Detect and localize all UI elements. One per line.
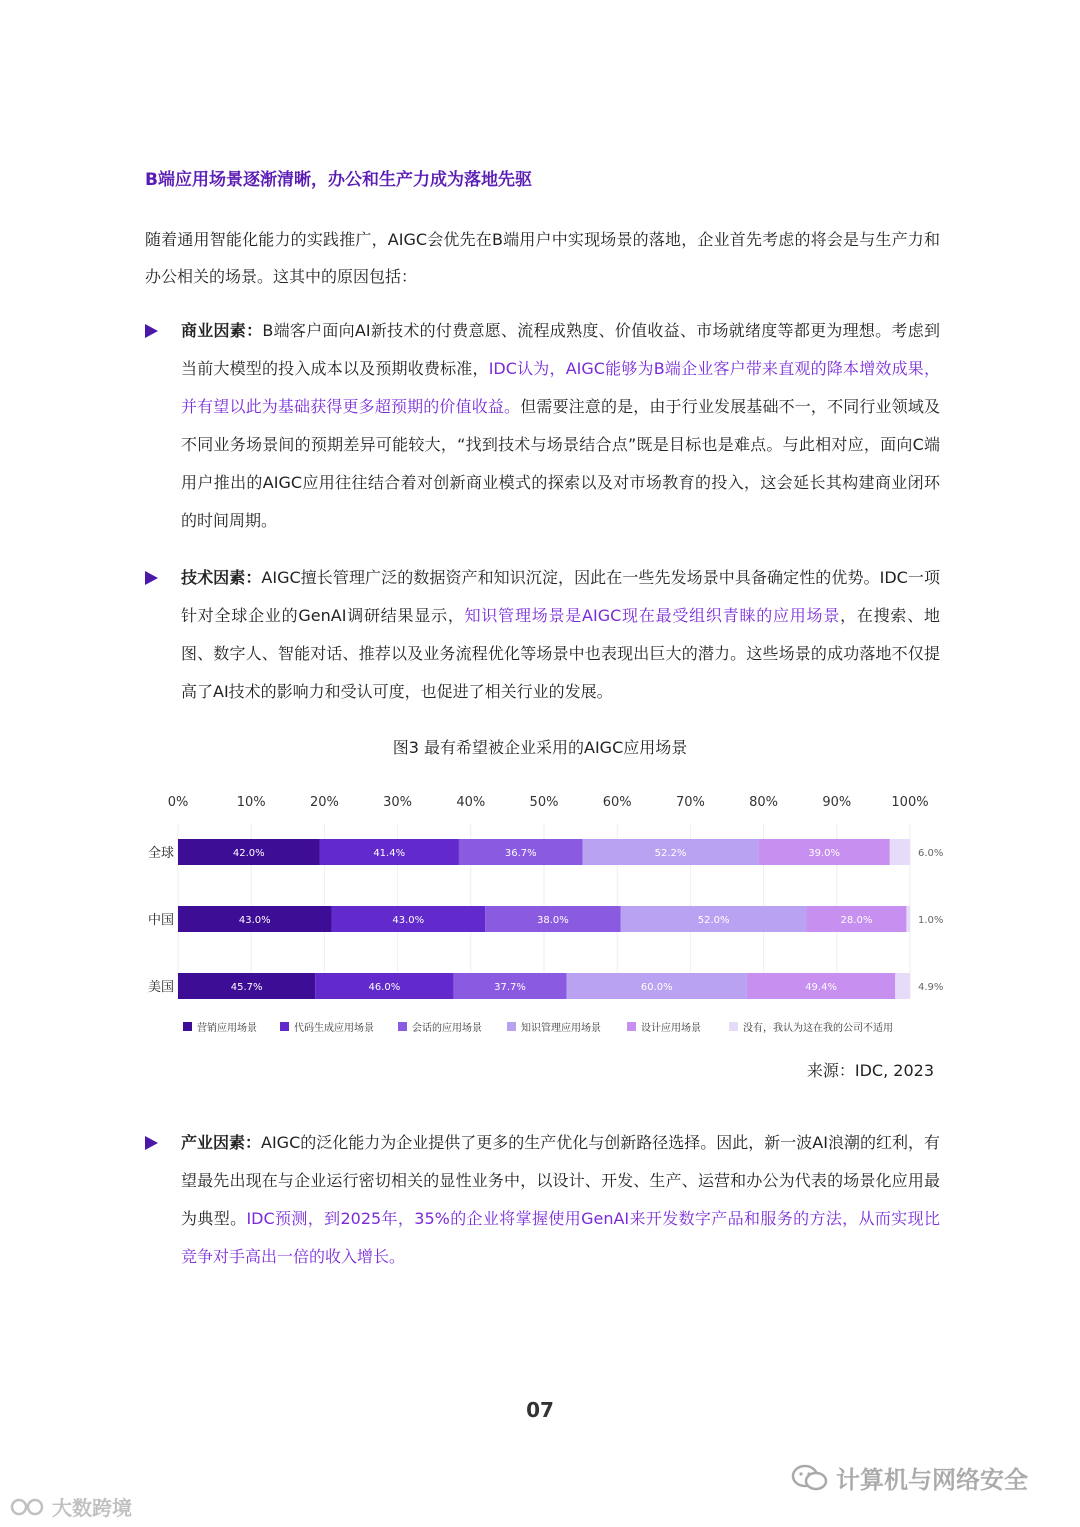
bullet-highlight: IDC预测，到2025年，35%的企业将掌握使用GenAI来开发数字产品和服务的方法，从而实现比竞争对手高出一倍的收入增长。 xyxy=(181,1209,940,1266)
triangle-bullet-icon xyxy=(145,324,158,338)
bar-segment xyxy=(895,973,910,999)
bar-segment xyxy=(906,906,910,932)
bullet-body: AIGC的泛化能力为企业提供了更多的生产优化与创新路径选择。因此，新一波AI浪潮的红利，有望最先出现在与企业运行密切相关的显性业务中，以设计、开发、生产、运营和办公为代表的场景化应用最为典型。 xyxy=(181,1133,940,1228)
legend-swatch xyxy=(729,1022,738,1031)
legend-swatch xyxy=(507,1022,516,1031)
bullet-business-factor xyxy=(145,312,940,540)
bullet-text xyxy=(181,1124,940,1276)
x-tick-label: 90% xyxy=(822,795,852,810)
bar-value-label: 46.0% xyxy=(368,982,401,993)
bar-segment xyxy=(890,839,910,865)
watermark-wechat xyxy=(790,1460,1028,1495)
bullet-text xyxy=(181,312,940,540)
chart-figure xyxy=(140,732,944,1082)
category-label: 中国 xyxy=(147,913,174,928)
x-tick-label: 20% xyxy=(309,795,339,810)
bullet-technology-factor xyxy=(145,559,940,711)
legend-label: 会话的应用场景 xyxy=(412,1023,482,1034)
x-tick-label: 80% xyxy=(749,795,779,810)
bar-value-label: 28.0% xyxy=(840,915,873,926)
bar-value-label: 4.9% xyxy=(918,982,944,993)
x-tick-label: 60% xyxy=(602,795,632,810)
bar-value-label: 38.0% xyxy=(537,915,569,926)
bar-value-label: 6.0% xyxy=(918,848,944,859)
triangle-bullet-icon xyxy=(145,571,158,585)
legend-swatch xyxy=(280,1022,289,1031)
bar-value-label: 45.7% xyxy=(230,982,263,993)
bullet-body: AIGC擅长管理广泛的数据资产和知识沉淀，因此在一些先发场景中具备确定性的优势。IDC一项针对全球企业的GenAI调研结果显示， xyxy=(181,568,940,625)
bullet-industry-factor xyxy=(145,1124,940,1276)
legend-label: 代码生成应用场景 xyxy=(294,1023,374,1034)
bar-value-label: 41.4% xyxy=(373,848,406,859)
bar-value-label: 43.0% xyxy=(392,915,425,926)
x-tick-label: 70% xyxy=(675,795,705,810)
watermark-text: 计算机与网络安全 xyxy=(836,1466,1028,1494)
x-tick-label: 30% xyxy=(383,795,413,810)
bar-value-label: 49.4% xyxy=(805,982,837,993)
wechat-logo-icon xyxy=(790,1463,830,1493)
bar-value-label: 36.7% xyxy=(504,848,537,859)
bar-value-label: 52.2% xyxy=(654,848,687,859)
legend-swatch xyxy=(627,1022,636,1031)
category-label: 全球 xyxy=(147,846,174,861)
category-label: 美国 xyxy=(147,980,174,995)
x-tick-label: 40% xyxy=(456,795,486,810)
bar-value-label: 43.0% xyxy=(238,915,271,926)
section-heading: B端应用场景逐渐清晰，办公和生产力成为落地先驱 xyxy=(145,170,532,190)
x-tick-label: 0% xyxy=(167,795,189,810)
x-tick-label: 100% xyxy=(891,795,929,810)
brand-logo-icon xyxy=(10,1495,46,1519)
source-note: 来源：IDC, 2023 xyxy=(806,1061,934,1080)
legend-label: 营销应用场景 xyxy=(197,1023,257,1034)
legend-swatch xyxy=(398,1022,407,1031)
chart-title: 图3 最有希望被企业采用的AIGC应用场景 xyxy=(392,738,688,757)
triangle-bullet-icon xyxy=(145,1136,158,1150)
legend-label: 知识管理应用场景 xyxy=(521,1023,601,1034)
bullet-title: 产业因素： xyxy=(181,1133,262,1152)
page-number: 07 xyxy=(526,1398,554,1422)
intro-paragraph: 随着通用智能化能力的实践推广，AIGC会优先在B端用户中实现场景的落地，企业首先考虑的将会是与生产力和办公相关的场景。这其中的原因包括： xyxy=(145,230,940,286)
bullet-highlight: 知识管理场景是AIGC现在最受组织青睐的应用场景 xyxy=(464,606,841,625)
bar-value-label: 60.0% xyxy=(640,982,673,993)
bar-value-label: 39.0% xyxy=(808,848,840,859)
bar-value-label: 52.0% xyxy=(697,915,730,926)
bullet-body: B端客户面向AI新技术的付费意愿、流程成熟度、价值收益、市场就绪度等都更为理想。考虑到当前大模型的投入成本以及预期收费标准， xyxy=(181,321,940,378)
x-tick-label: 10% xyxy=(236,795,266,810)
legend-swatch xyxy=(183,1022,192,1031)
bullet-title: 商业因素： xyxy=(181,321,263,340)
bar-value-label: 1.0% xyxy=(918,915,944,926)
watermark-brand xyxy=(10,1492,132,1521)
x-tick-label: 50% xyxy=(529,795,559,810)
stacked-bar-chart xyxy=(140,784,944,1044)
legend-label: 设计应用场景 xyxy=(641,1023,701,1034)
bullet-body-end: 但需要注意的是，由于行业发展基础不一，不同行业领域及不同业务场景间的预期差异可能较大，“找到技术与场景结合点”既是目标也是难点。与此相对应，面向C端用户推出的AIGC应用往往结合着对创新商业模式的探索以及对市场教育的投入，这会延长其构建商业闭环的时间周期。 xyxy=(181,397,940,530)
legend-label: 没有，我认为这在我的公司不适用 xyxy=(743,1023,893,1034)
bullet-text xyxy=(181,559,940,711)
bar-value-label: 37.7% xyxy=(494,982,526,993)
bar-value-label: 42.0% xyxy=(232,848,265,859)
bullet-body-end: ，在搜索、地图、数字人、智能对话、推荐以及业务流程优化等场景中也表现出巨大的潜力。这些场景的成功落地不仅提高了AI技术的影响力和受认可度，也促进了相关行业的发展。 xyxy=(181,606,940,701)
watermark-text: 大数跨境 xyxy=(52,1496,132,1520)
bullet-highlight: IDC认为，AIGC能够为B端企业客户带来直观的降本增效成果，并有望以此为基础获得更多超预期的价值收益。 xyxy=(181,359,940,416)
bullet-title: 技术因素： xyxy=(181,568,262,587)
